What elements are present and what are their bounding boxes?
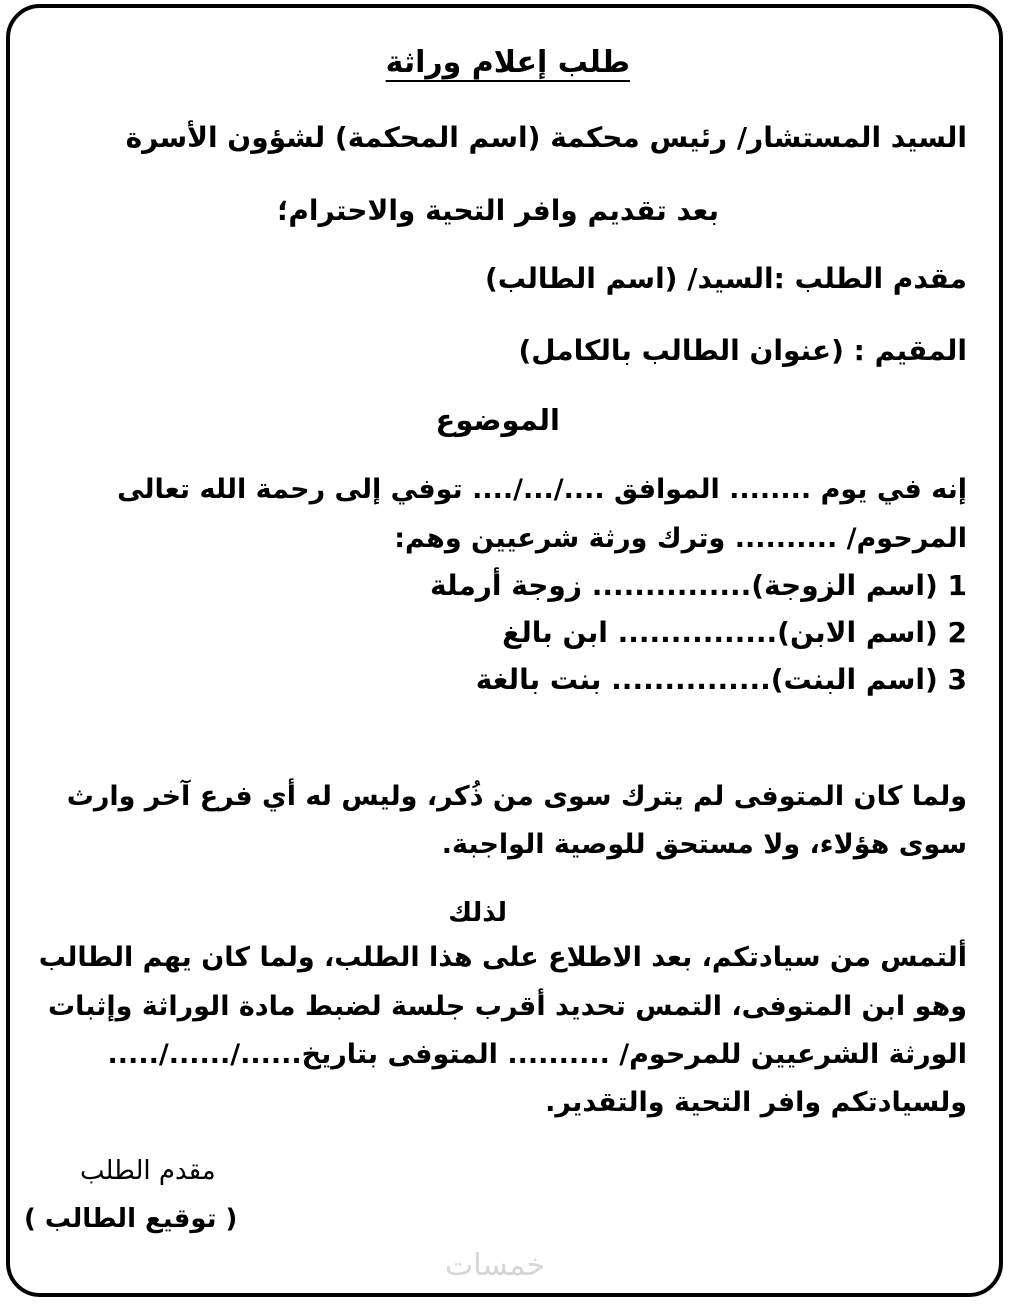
body-line-1: إنه في يوم ........ الموافق ..../.../.... توفي إلى رحمة الله تعالى bbox=[117, 474, 967, 505]
heir-item-2: 2 (اسم الابن)............... ابن بالغ bbox=[502, 616, 967, 649]
signature-label: مقدم الطلب bbox=[80, 1156, 216, 1186]
watermark: خمسات bbox=[445, 1248, 546, 1283]
paragraph-1-line-1: ولما كان المتوفى لم يترك سوى من ذُكر، وليس له أي فرع آخر وارث bbox=[66, 781, 967, 812]
paragraph-2-line-2: وهو ابن المتوفى، التمس تحديد أقرب جلسة لضبط مادة الوراثة وإثبات bbox=[47, 991, 967, 1022]
document-title: طلب إعلام وراثة bbox=[385, 45, 630, 80]
body-line-2: المرحوم/ .......... وترك ورثة شرعيين وهم: bbox=[394, 523, 967, 554]
paragraph-2-line-3: الورثة الشرعيين للمرحوم/ .......... المتوفى بتاريخ....../....../..... bbox=[107, 1039, 967, 1070]
subject-heading: الموضوع bbox=[435, 403, 560, 437]
heir-item-3: 3 (اسم البنت)............... بنت بالغة bbox=[475, 663, 967, 696]
addressee-line: السيد المستشار/ رئيس محكمة (اسم المحكمة) لشؤون الأسرة bbox=[125, 121, 967, 154]
applicant-line: مقدم الطلب :السيد/ (اسم الطالب) bbox=[484, 262, 967, 295]
greeting-line: بعد تقديم وافر التحية والاحترام؛ bbox=[277, 194, 719, 227]
residence-line: المقيم : (عنوان الطالب بالكامل) bbox=[518, 334, 967, 367]
paragraph-1-line-2: سوى هؤلاء، ولا مستحق للوصية الواجبة. bbox=[441, 829, 967, 860]
therefore-heading: لذلك bbox=[448, 898, 507, 928]
heir-item-1: 1 (اسم الزوجة)............... زوجة أرملة bbox=[430, 569, 967, 602]
paragraph-2-line-1: ألتمس من سيادتكم، بعد الاطلاع على هذا الطلب، ولما كان يهم الطالب bbox=[38, 942, 967, 973]
paragraph-2-line-4: ولسيادتكم وافر التحية والتقدير. bbox=[545, 1087, 967, 1118]
signature-placeholder: ( توقيع الطالب ) bbox=[24, 1204, 238, 1234]
